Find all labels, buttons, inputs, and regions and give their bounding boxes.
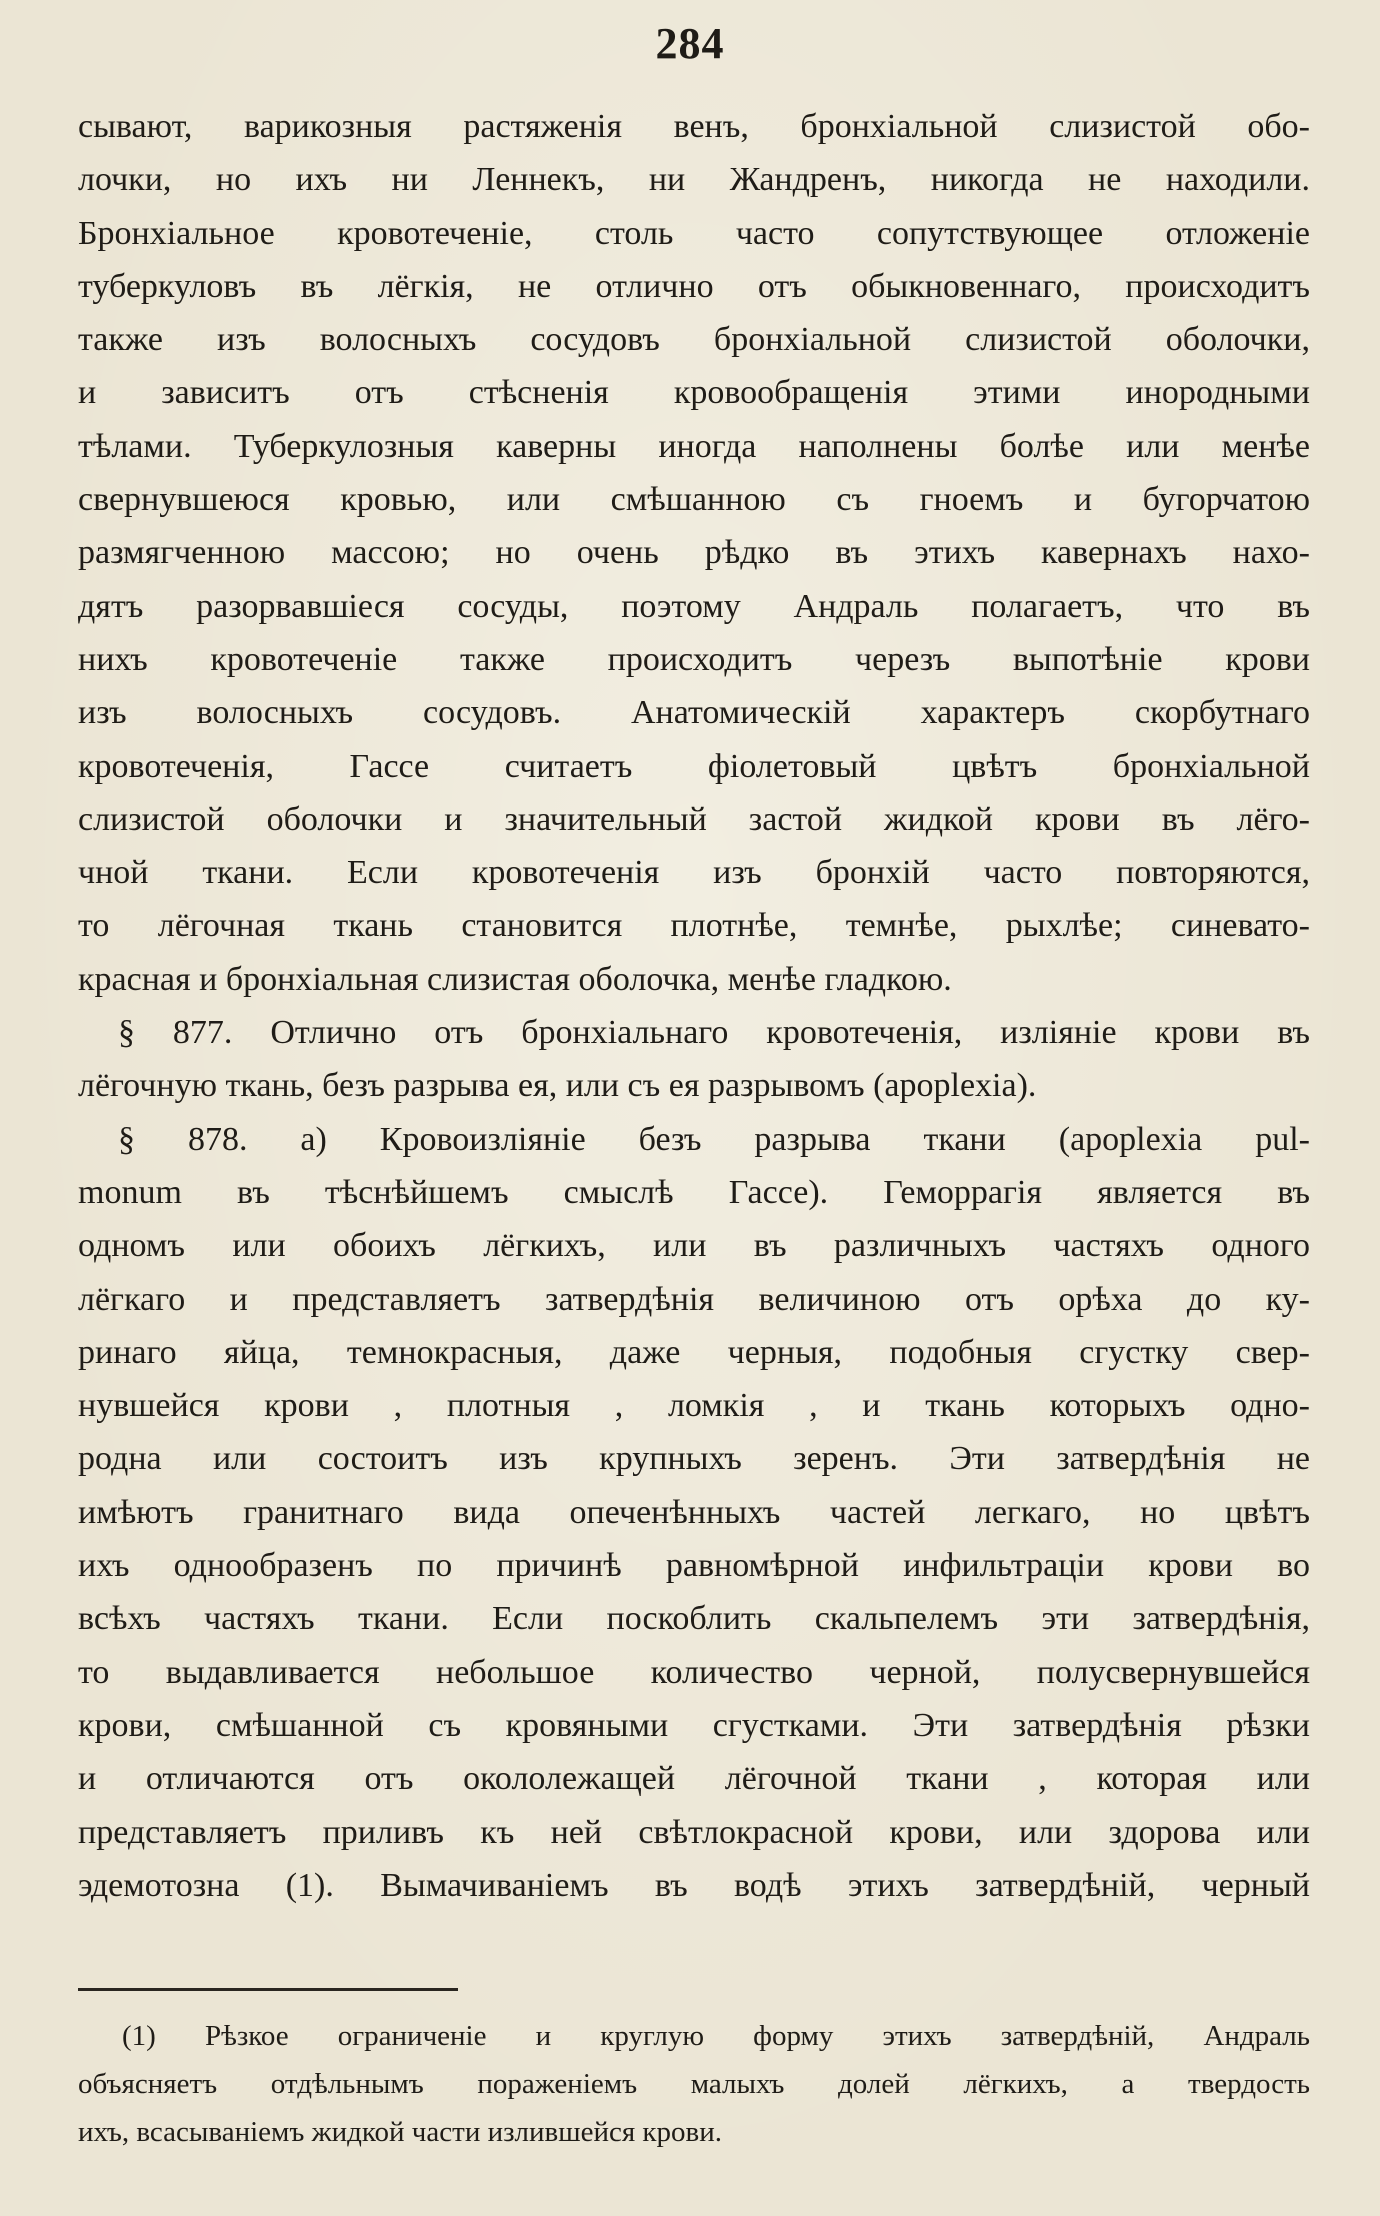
- text-line: тѣлами. Туберкулозныя каверны иногда наполнены болѣе или менѣе: [78, 427, 1310, 465]
- footnote: [78, 2012, 1310, 2156]
- footnote-line: ихъ, всасываніемъ жидкой части излившейся крови.: [78, 2116, 722, 2148]
- text-line: размягченною массою; но очень рѣдко въ этихъ кавернахъ нахо-: [78, 534, 1310, 572]
- text-line: то выдавливается небольшое количество черной, полусвернувшейся: [78, 1653, 1310, 1691]
- footnote-line: объясняетъ отдѣльнымъ пораженіемъ малыхъ долей лёгкихъ, а твердость: [78, 2068, 1310, 2100]
- text-line: родна или состоитъ изъ крупныхъ зеренъ. Эти затвердѣнія не: [78, 1440, 1310, 1478]
- text-line: туберкуловъ въ лёгкія, не отлично отъ обыкновеннаго, происходитъ: [78, 267, 1310, 305]
- text-line: изъ волосныхъ сосудовъ. Анатомическій характеръ скорбутнаго: [78, 694, 1310, 732]
- text-line: нувшейся крови , плотныя , ломкія , и ткань которыхъ одно-: [78, 1387, 1310, 1425]
- text-line: и зависитъ отъ стѣсненія кровообращенія этими инородными: [78, 374, 1310, 412]
- page-number: 284: [655, 19, 725, 68]
- text-line: имѣютъ гранитнаго вида опеченѣнныхъ частей легкаго, но цвѣтъ: [78, 1493, 1310, 1531]
- footnote-divider: [78, 1988, 458, 1991]
- text-line: чной ткани. Если кровотеченія изъ бронхій часто повторяются,: [78, 854, 1310, 892]
- text-line: Бронхіальное кровотеченіе, столь часто сопутствующее отложеніе: [78, 214, 1310, 252]
- text-line: и отличаются отъ окололежащей лёгочной ткани , которая или: [78, 1760, 1310, 1798]
- text-line: ринаго яйца, темнокрасныя, даже черныя, подобныя сгустку свер-: [78, 1333, 1310, 1371]
- section-877-line: § 877. Отлично отъ бронхіальнаго кровотеченія, изліяніе крови въ: [118, 1014, 1310, 1052]
- text-line: monum въ тѣснѣйшемъ смыслѣ Гассе). Геморрагія является въ: [78, 1173, 1310, 1211]
- text-line: слизистой оболочки и значительный застой жидкой крови въ лёго-: [78, 800, 1310, 838]
- text-line: лёгкаго и представляетъ затвердѣнія величиною отъ орѣха до ку-: [78, 1280, 1310, 1318]
- text-line: кровотеченія, Гассе считаетъ фіолетовый цвѣтъ бронхіальной: [78, 747, 1310, 785]
- text-line: всѣхъ частяхъ ткани. Если поскоблить скальпелемъ эти затвердѣнія,: [78, 1600, 1310, 1638]
- section-878-line: § 878. a) Кровоизліяніе безъ разрыва ткани (apoplexia pul-: [118, 1120, 1310, 1158]
- text-line: сывают, варикозныя растяженія венъ, бронхіальной слизистой обо-: [78, 108, 1310, 145]
- body-text: [78, 100, 1310, 1912]
- text-line: лёгочную ткань, безъ разрыва ея, или съ ея разрывомъ (apoplexia).: [78, 1067, 1037, 1105]
- text-line: крови, смѣшанной съ кровяными сгустками. Эти затвердѣнія рѣзки: [78, 1706, 1310, 1744]
- text-line: дятъ разорвавшіеся сосуды, поэтому Андраль полагаетъ, что въ: [78, 587, 1310, 625]
- text-line: лочки, но ихъ ни Леннекъ, ни Жандренъ, никогда не находили.: [78, 161, 1310, 199]
- text-line: также изъ волосныхъ сосудовъ бронхіальной слизистой оболочки,: [78, 321, 1310, 359]
- text-line: нихъ кровотеченіе также происходитъ черезъ выпотѣніе крови: [78, 640, 1310, 678]
- text-line: то лёгочная ткань становится плотнѣе, темнѣе, рыхлѣе; синевато-: [78, 907, 1310, 945]
- text-line: представляетъ приливъ къ ней свѣтлокрасной крови, или здорова или: [78, 1813, 1310, 1851]
- text-line: эдемотозна (1). Вымачиваніемъ въ водѣ этихъ затвердѣній, черный: [78, 1866, 1310, 1904]
- text-line: одномъ или обоихъ лёгкихъ, или въ различныхъ частяхъ одного: [78, 1227, 1310, 1265]
- footnote-line: (1) Рѣзкое ограниченіе и круглую форму этихъ затвердѣній, Андраль: [122, 2020, 1310, 2052]
- text-line: красная и бронхіальная слизистая оболочка, менѣе гладкою.: [78, 960, 952, 998]
- text-line: свернувшеюся кровью, или смѣшанною съ гноемъ и бугорчатою: [78, 481, 1310, 519]
- text-line: ихъ однообразенъ по причинѣ равномѣрной инфильтраціи крови во: [78, 1547, 1310, 1585]
